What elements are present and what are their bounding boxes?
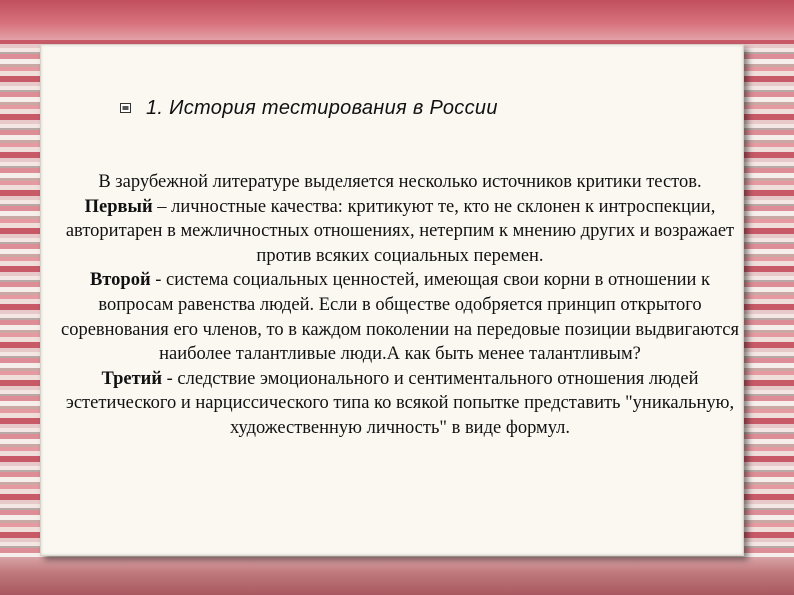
paragraph-first	[60, 195, 740, 269]
bottom-stripe-band	[0, 557, 794, 595]
text-second: - система социальных ценностей, имеющая свои корни в отношении к вопросам равенства людей. Если в обществе одобряется принцип открытого соревнования его членов, то в каждом поколении на передовые позиции выдвигаются наиболее талантливые люди.А как быть менее талантливым?	[61, 270, 739, 365]
top-stripe-band	[0, 0, 794, 40]
paragraph-third	[60, 367, 740, 441]
intro-paragraph: В зарубежной литературе выделяется несколько источников критики тестов.	[98, 172, 702, 192]
body-text	[60, 170, 740, 441]
text-first: – личностные качества: критикуют те, кто не склонен к интроспекции, авторитарен в межличностных отношениях, нетерпим к мнению других и возражает против всяких социальных перемен.	[65, 196, 735, 266]
lead-third: Третий	[101, 368, 162, 389]
slide-title: 1. История тестирования в России	[146, 96, 498, 119]
title-row	[120, 94, 498, 122]
square-bullet-icon	[120, 102, 132, 114]
lead-first: Первый	[84, 196, 153, 217]
lead-second: Второй	[89, 270, 151, 291]
paragraph-second	[60, 268, 740, 366]
text-third: - следствие эмоционального и сентиментального отношения людей эстетического и нарциссического типа ко всякой попытке представить "уникальную, художественную личность" в виде формул.	[65, 368, 735, 438]
